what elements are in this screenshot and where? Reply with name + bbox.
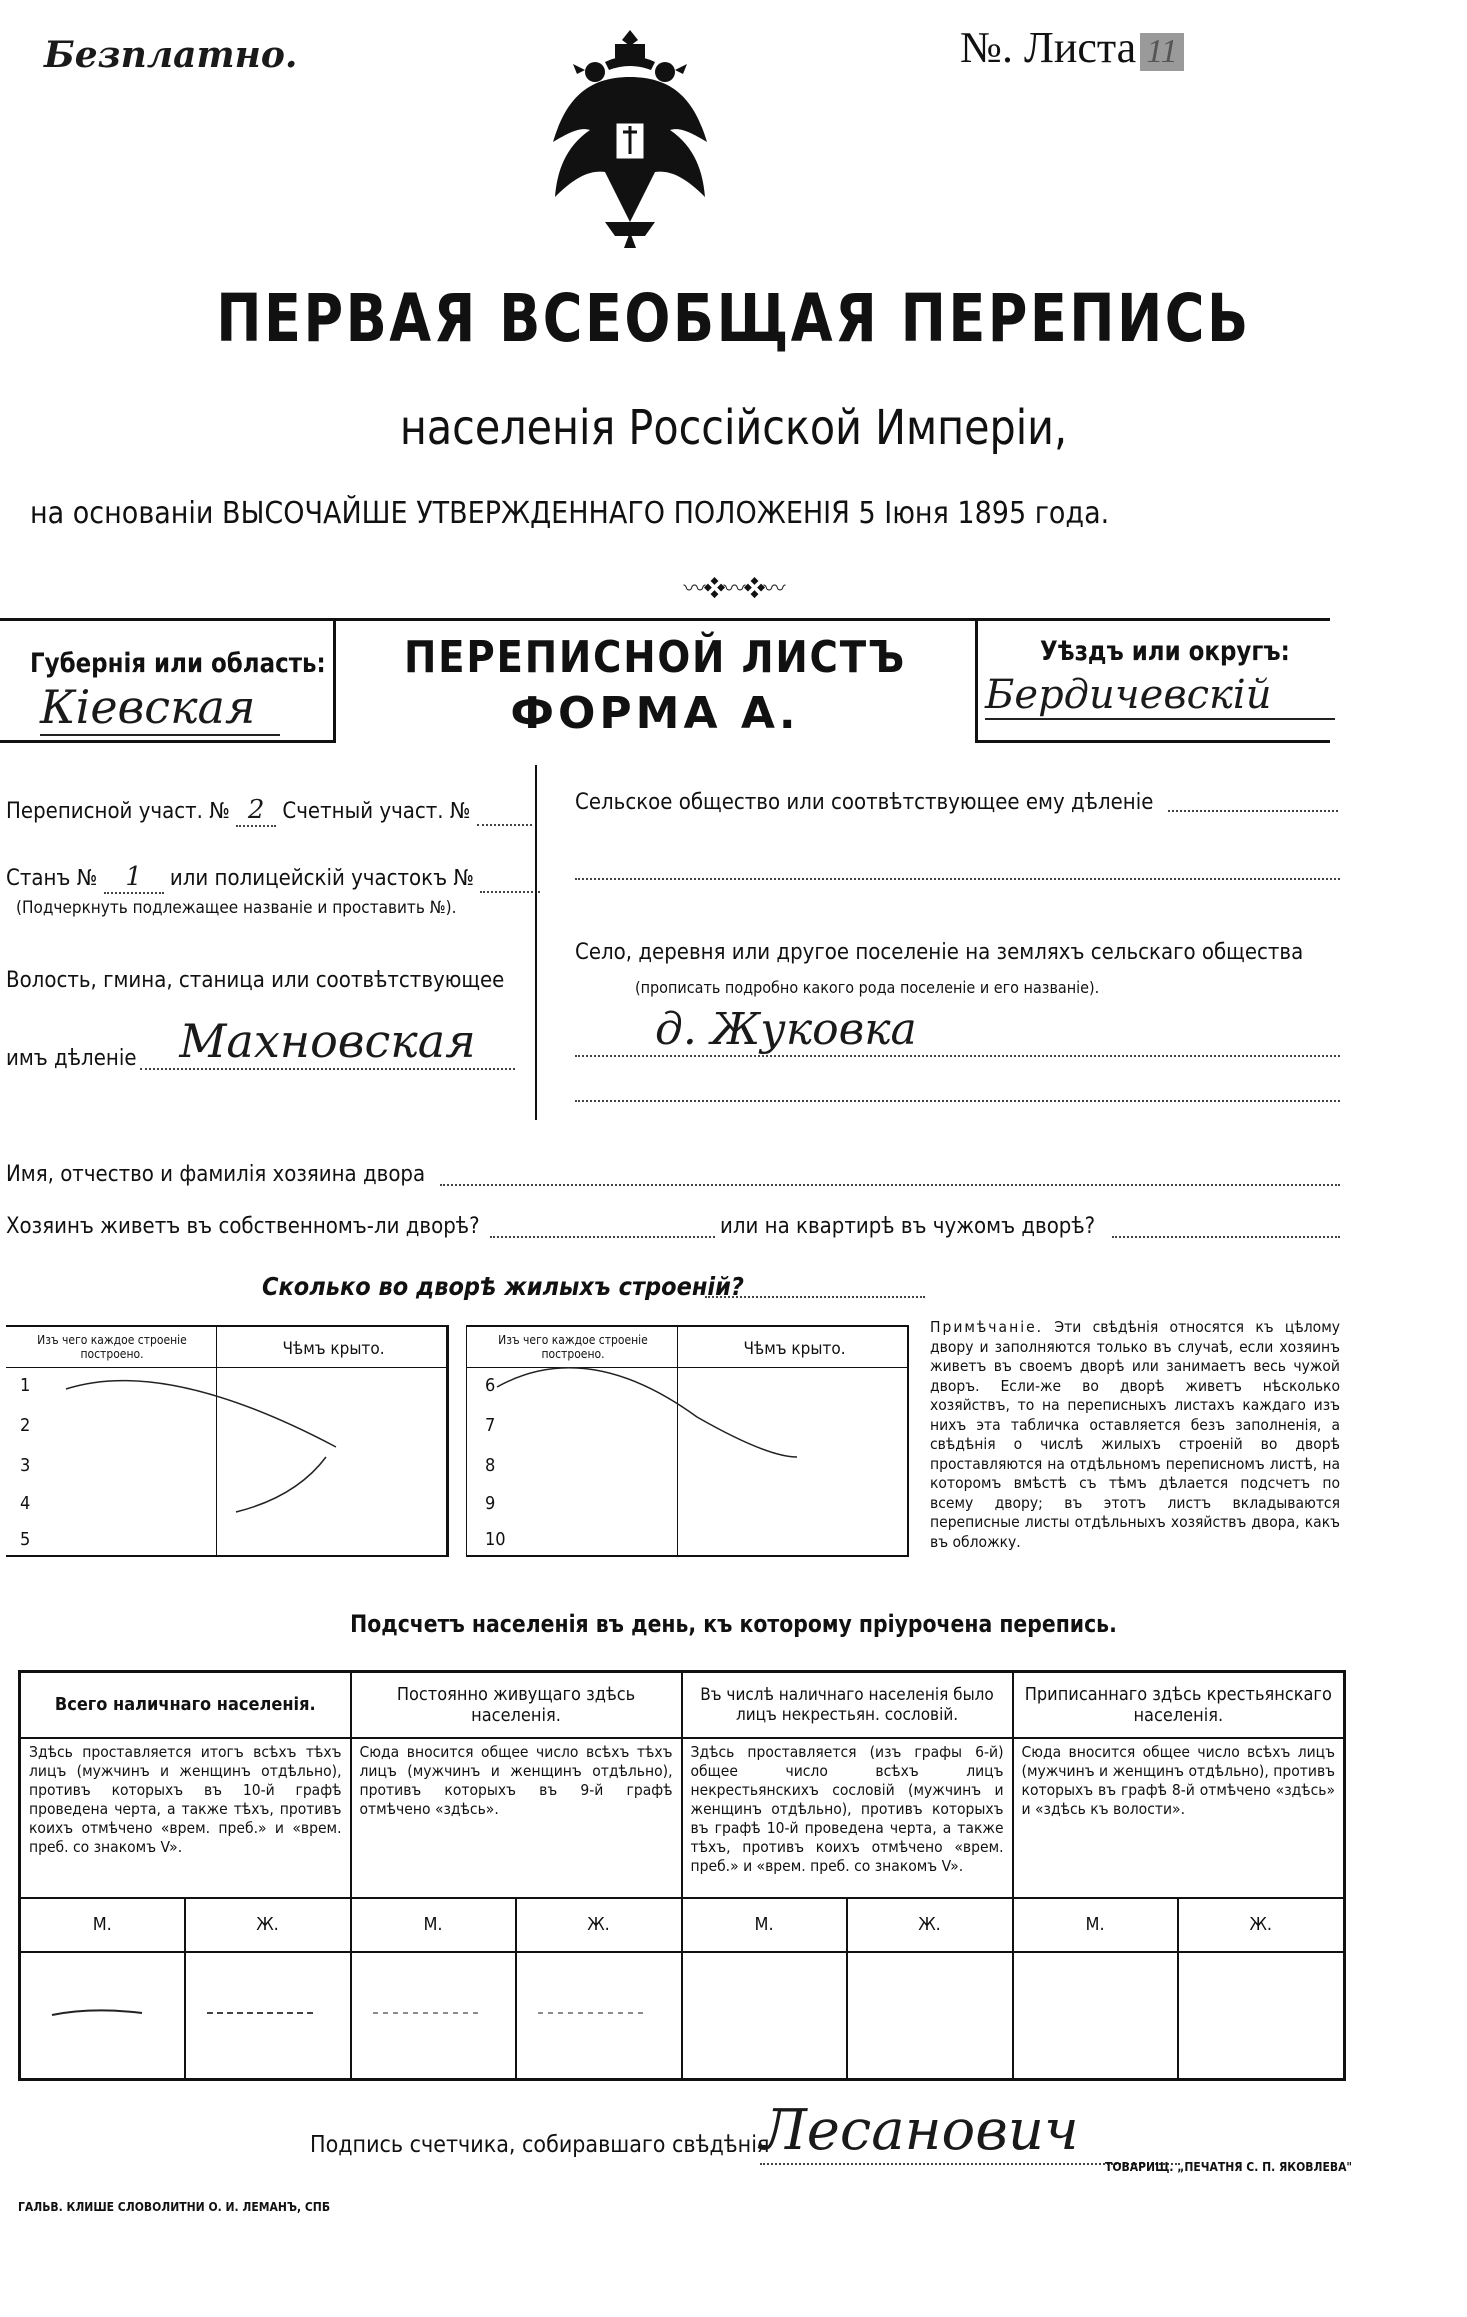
- col-header-permanent-text: Постоянно живущаго здѣсь населенія.: [396, 1683, 636, 1726]
- province-value[interactable]: Кіевская: [40, 680, 280, 736]
- village-label: Село, деревня или другое поселеніе на земляхъ сельскаго общества: [575, 940, 1304, 965]
- row-number: 8: [485, 1455, 496, 1476]
- stan-field: [6, 862, 540, 894]
- volost-label-line2: имъ дѣленіе: [6, 1046, 137, 1071]
- census-section-value[interactable]: 2: [236, 795, 276, 827]
- count-section-value[interactable]: [477, 799, 532, 826]
- rural-society-line-2[interactable]: [575, 878, 1340, 880]
- col-header-total-text: Всего наличнаго населенія.: [54, 1694, 316, 1716]
- province-label: Губернія или область:: [30, 648, 326, 679]
- row-number: 2: [20, 1415, 31, 1436]
- row-number: 5: [20, 1529, 31, 1550]
- material-header: Изъ чего каждое строеніе построено.: [498, 1333, 648, 1361]
- rule: [0, 740, 335, 743]
- buildings-table: [6, 1325, 906, 1553]
- ornament-divider: 〰❖〰❖〰: [683, 577, 784, 602]
- rule: [975, 740, 1330, 743]
- dash-mark: [518, 1993, 668, 2033]
- volost-value[interactable]: Махновская: [140, 1014, 515, 1070]
- free-label: Безплатно.: [44, 34, 298, 76]
- dash-mark: [187, 1993, 337, 2033]
- column-divider: [535, 765, 537, 1120]
- material-header: Изъ чего каждое строеніе построено.: [37, 1333, 187, 1361]
- volost-label-line1: Волость, гмина, станица или соотвѣтствующее: [6, 968, 505, 993]
- remark-title: Примѣчаніе.: [930, 1318, 1044, 1336]
- col-header-non-peasant: [682, 1672, 1013, 1738]
- stan-label: Станъ №: [6, 866, 98, 891]
- rented-value[interactable]: [1112, 1236, 1340, 1238]
- owner-label: Имя, отчество и фамилія хозяина двора: [6, 1162, 426, 1187]
- sheet-number-caption: №. Листа: [960, 23, 1137, 72]
- female-header: Ж.: [1178, 1898, 1345, 1952]
- form-subtitle: ФОРМА А.: [510, 688, 800, 739]
- value-cell[interactable]: [1013, 1952, 1178, 2080]
- population-table: [18, 1670, 1346, 2081]
- dash-mark: [353, 1993, 503, 2033]
- male-header: М.: [1013, 1898, 1178, 1952]
- village-value[interactable]: д. Жуковка: [575, 1004, 1340, 1057]
- rule: [0, 618, 1330, 621]
- female-header: Ж.: [516, 1898, 682, 1952]
- signature-value[interactable]: Лесанович: [760, 2098, 1180, 2165]
- col-header-total: [20, 1672, 351, 1738]
- col-desc-permanent: [351, 1738, 682, 1898]
- sheet-number-label: [960, 22, 1184, 73]
- sheet-number-value: 11: [1140, 33, 1183, 71]
- col-desc-non-peasant-text: Здѣсь проставляется (изъ графы 6-й) общее число всѣхъ лицъ некрестьянскихъ сословій (мужчинъ и женщинъ отдѣльно), противъ которыхъ въ графѣ 10-й проведена черта, а также тѣхъ, противъ коихъ отмѣчено «врем. преб.» и «врем. преб. со знакомъ V».: [690, 1742, 1004, 1875]
- district-label: Уѣздъ или округъ:: [1040, 636, 1290, 667]
- row-number: 7: [485, 1415, 496, 1436]
- buildings-table-right: [466, 1325, 909, 1557]
- count-section-label: Счетный участ. №: [282, 799, 471, 824]
- printer-left: ГАЛЬВ. КЛИШЕ СЛОВОЛИТНИ О. И. ЛЕМАНЪ, СПБ: [18, 2200, 331, 2214]
- female-header: Ж.: [185, 1898, 351, 1952]
- population-title: Подсчетъ населенія въ день, къ которому пріурочена перепись.: [350, 1610, 1117, 1638]
- basis-line: на основаніи ВЫСОЧАЙШЕ УТВЕРЖДЕННАГО ПОЛОЖЕНІЯ 5 Іюня 1895 года.: [30, 496, 1110, 531]
- col-header-peasant: [1013, 1672, 1345, 1738]
- row-number: 10: [485, 1529, 506, 1550]
- male-header: М.: [682, 1898, 847, 1952]
- district-value[interactable]: Бердичевскій: [985, 672, 1335, 720]
- rented-label: или на квартирѣ въ чужомъ дворѣ?: [720, 1214, 1096, 1239]
- rural-society-label: Сельское общество или соотвѣтствующее ему дѣленіе: [575, 790, 1154, 815]
- col-desc-total-text: Здѣсь проставляется итогъ всѣхъ тѣхъ лицъ (мужчинъ и женщинъ отдѣльно), противъ которыхъ въ 10-й графѣ проведена черта, а также тѣхъ, противъ коихъ отмѣчено «врем. преб.» и «врем. преб. со знакомъ V».: [29, 1742, 342, 1856]
- underline-note: (Подчеркнуть подлежащее названіе и проставить №).: [16, 898, 457, 918]
- rural-society-line-1[interactable]: [1168, 810, 1338, 812]
- col-header-peasant-text: Приписаннаго здѣсь крестьянскаго населенія.: [1024, 1683, 1332, 1726]
- cancel-stroke: [467, 1327, 907, 1555]
- value-cell[interactable]: [516, 1952, 682, 2080]
- form-title: ПЕРЕПИСНОЙ ЛИСТЪ: [403, 632, 907, 683]
- value-cell[interactable]: [682, 1952, 847, 2080]
- police-value[interactable]: [480, 866, 540, 893]
- village-line-2[interactable]: [575, 1100, 1340, 1102]
- col-desc-permanent-text: Сюда вносится общее число всѣхъ тѣхъ лицъ (мужчинъ и женщинъ отдѣльно), противъ которыхъ въ 9-й графѣ отмѣчено «здѣсь».: [359, 1742, 673, 1818]
- col-header-non-peasant-text: Въ числѣ наличнаго населенія было лицъ некрестьян. сословій.: [700, 1684, 994, 1725]
- col-desc-peasant-text: Сюда вносится общее число всѣхъ лицъ (мужчинъ и женщинъ отдѣльно), противъ которыхъ въ графѣ 8-й отмѣчено «здѣсь» и «здѣсь къ волости».: [1021, 1742, 1336, 1818]
- village-note: (прописать подробно какого рода поселеніе и его названіе).: [635, 978, 1100, 997]
- remark-text: Эти свѣдѣнія относятся къ цѣлому двору и заполняются только въ случаѣ, если хозяинъ живетъ въ своемъ дворѣ или занимаетъ весь чужой дворъ. Если-же во дворѣ живетъ нѣсколько хозяйствъ, то на переписныхъ листахъ каждаго изъ нихъ эта табличка оставляется безъ заполненія, а свѣдѣнія о числѣ жилыхъ строеній во дворѣ проставляются на отдѣльномъ переписномъ листѣ, на которомъ вмѣстѣ съ тѣмъ дѣлается подсчетъ по всему двору; въ этотъ листъ вкладываются переписные листы отдѣльныхъ хозяйствъ двора, какъ въ обложку.: [930, 1318, 1340, 1551]
- own-yard-value[interactable]: [490, 1236, 715, 1238]
- roof-header: Чѣмъ крыто.: [282, 1339, 385, 1359]
- female-header: Ж.: [847, 1898, 1013, 1952]
- dash-mark: [22, 1993, 172, 2033]
- census-section-label: Переписной участ. №: [6, 799, 230, 824]
- remark: [930, 1318, 1340, 1552]
- rule: [975, 618, 978, 743]
- police-label: или полицейскій участокъ №: [169, 866, 474, 891]
- value-cell[interactable]: [185, 1952, 351, 2080]
- owner-value[interactable]: [440, 1184, 1340, 1186]
- row-number: 4: [20, 1493, 31, 1514]
- buildings-question: Сколько во дворѣ жилыхъ строеній?: [262, 1272, 744, 1301]
- signature-label: Подпись счетчика, собиравшаго свѣдѣнія: [310, 2132, 770, 2158]
- value-cell[interactable]: [20, 1952, 185, 2080]
- value-cell[interactable]: [351, 1952, 516, 2080]
- row-number: 1: [20, 1375, 31, 1396]
- printer-right: ТОВАРИЩ. „ПЕЧАТНЯ С. П. ЯКОВЛЕВА": [1105, 2160, 1353, 2174]
- census-section-field: [6, 795, 532, 827]
- male-header: М.: [351, 1898, 516, 1952]
- rule: [333, 618, 336, 743]
- col-header-permanent: [351, 1672, 682, 1738]
- roof-header: Чѣмъ крыто.: [743, 1339, 846, 1359]
- col-desc-non-peasant: [682, 1738, 1013, 1898]
- own-yard-label: Хозяинъ живетъ въ собственномъ-ли дворѣ?: [6, 1214, 480, 1239]
- stan-value[interactable]: 1: [104, 862, 164, 894]
- cancel-stroke: [6, 1327, 446, 1555]
- row-number: 6: [485, 1375, 496, 1396]
- male-header: М.: [20, 1898, 185, 1952]
- buildings-table-left: [6, 1325, 449, 1557]
- double-headed-eagle-emblem: [545, 22, 715, 252]
- page-subtitle: населенія Россійской Имперіи,: [399, 400, 1068, 456]
- row-number: 3: [20, 1455, 31, 1476]
- value-cell[interactable]: [1178, 1952, 1345, 2080]
- col-desc-peasant: [1013, 1738, 1345, 1898]
- row-number: 9: [485, 1493, 496, 1514]
- buildings-count-value[interactable]: [705, 1296, 925, 1298]
- value-cell[interactable]: [847, 1952, 1013, 2080]
- page-title: ПЕРВАЯ ВСЕОБЩАЯ ПЕРЕПИСЬ: [216, 280, 1251, 357]
- col-desc-total: [20, 1738, 351, 1898]
